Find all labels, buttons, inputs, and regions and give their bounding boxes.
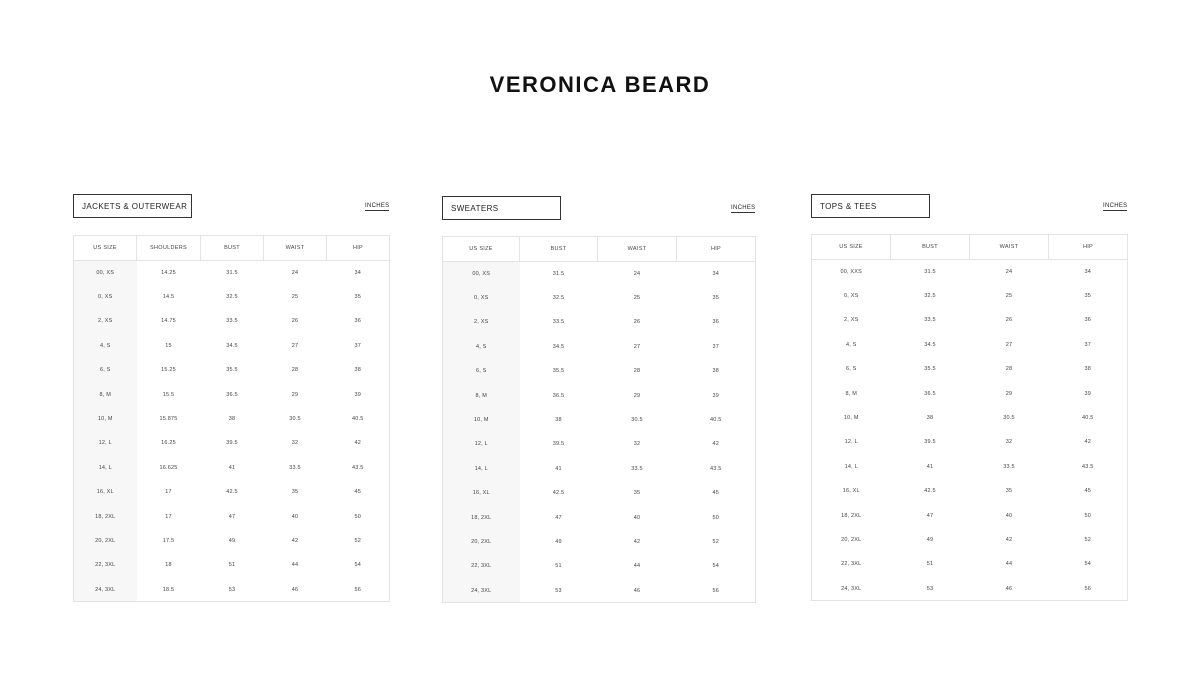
measurement-cell: 32.5 [226,294,238,301]
measurement-cell: 24 [633,270,641,277]
size-label-cell: 20, 2XL [841,536,862,543]
measurement-cell: 43.5 [709,465,722,472]
measurement-cell: 35 [633,490,641,497]
column-header: BUST [891,235,970,260]
column-header: HIP [1049,235,1128,260]
size-label-cell: 24, 3XL [74,578,137,602]
measurement-cell: 15 [165,342,172,349]
measurement-cell: 35 [354,294,362,301]
measurement-cell: 56 [712,587,720,594]
measurement-cell: 15.875 [159,416,178,423]
table-row [74,285,390,309]
size-label-cell: 2, XS [443,310,520,334]
category-tab-sweaters[interactable]: SWEATERS [442,196,561,220]
measurement-cell: 15.25 [161,367,176,374]
table-row [74,553,390,577]
table-row [74,382,390,406]
measurement-cell: 36.5 [924,390,936,397]
measurement-cell: 39 [712,392,720,399]
measurement-cell: 33.5 [226,318,238,325]
measurement-cell: 47 [555,514,562,521]
measurement-cell: 45 [1084,488,1092,495]
table-row [812,333,1128,357]
table-row [443,310,756,334]
measurement-cell: 46 [291,586,299,593]
table-row [74,504,390,528]
measurement-cell: 33.5 [924,317,936,324]
measurement-cell: 17 [165,513,172,520]
size-label-cell: 18, 2XL [841,512,862,519]
measurement-cell: 44 [633,563,641,570]
measurement-cell: 35 [1084,293,1092,300]
inches-toggle-tops[interactable]: INCHES [1103,203,1128,209]
measurement-cell: 35 [712,295,720,302]
size-chart-sweaters [442,196,755,606]
size-chart-tops [811,194,1127,604]
measurement-cell: 45 [712,490,720,497]
measurement-cell: 29 [633,392,641,399]
measurement-cell: 29 [291,391,299,398]
measurement-cell: 26 [633,319,641,326]
size-label-cell: 6, S [74,358,137,382]
measurement-cell: 34 [1084,268,1092,275]
size-label-cell: 16, XL [443,481,520,505]
measurement-cell: 36.5 [552,392,565,399]
measurement-cell: 56 [354,586,362,593]
measurement-cell: 42 [1005,536,1013,543]
inches-toggle-sweaters[interactable]: INCHES [731,205,756,211]
measurement-cell: 38 [354,367,362,374]
table-row [812,430,1128,454]
table-row [443,554,756,578]
column-header: SHOULDERS [137,236,201,261]
measurement-cell: 36 [354,318,362,325]
measurement-cell: 34.5 [924,341,936,348]
table-row [812,357,1128,381]
measurement-cell: 42 [633,538,641,545]
measurement-cell: 52 [354,537,362,544]
category-tab-jackets[interactable]: JACKETS & OUTERWEAR [73,194,192,218]
measurement-cell: 37 [712,343,720,350]
measurement-cell: 28 [633,368,641,375]
measurement-cell: 33.5 [631,465,643,472]
measurement-cell: 54 [712,563,720,570]
column-header: BUST [201,236,264,261]
measurement-cell: 51 [926,561,934,568]
measurement-cell: 38 [926,415,934,422]
measurement-cell: 32 [291,440,299,447]
measurement-cell: 28 [1005,366,1013,373]
size-label-cell: 8, M [443,383,520,407]
size-label-cell: 20, 2XL [443,530,520,554]
measurement-cell: 30.5 [631,417,643,424]
table-row [812,308,1128,332]
table-row [443,408,756,432]
measurement-cell: 30.5 [1003,415,1015,422]
column-header: HIP [327,236,390,261]
column-header: US SIZE [74,236,137,261]
column-header: HIP [677,237,756,262]
size-label-cell: 00, XXS [840,268,863,275]
size-label-cell: 12, L [443,432,520,456]
measurement-cell: 37 [354,342,362,349]
column-header: WAIST [970,235,1049,260]
measurement-cell: 35.5 [924,366,936,373]
table-row [812,479,1128,503]
size-label-cell: 2, XS [74,309,137,333]
table-row [74,309,390,333]
size-label-cell: 22, 3XL [74,553,137,577]
inches-toggle-jackets[interactable]: INCHES [365,203,390,209]
size-label-cell: 4, S [845,341,857,348]
measurement-cell: 35.5 [226,367,238,374]
size-table-tops [811,234,1128,601]
measurement-cell: 25 [1005,293,1013,300]
measurement-cell: 42 [712,441,720,448]
measurement-cell: 38 [228,416,236,423]
table-row [443,286,756,310]
table-row [74,480,390,504]
measurement-cell: 40 [291,513,299,520]
measurement-cell: 26 [1005,317,1013,324]
measurement-cell: 39.5 [226,440,238,447]
column-header: WAIST [598,237,677,262]
measurement-cell: 27 [291,342,299,349]
measurement-cell: 16.625 [159,464,178,471]
size-label-cell: 20, 2XL [74,529,137,553]
measurement-cell: 31.5 [924,268,936,275]
measurement-cell: 18 [165,562,172,569]
size-label-cell: 14, L [443,457,520,481]
size-label-cell: 4, S [443,335,520,359]
measurement-cell: 41 [228,464,236,471]
measurement-cell: 39.5 [552,441,565,448]
table-row [443,335,756,359]
size-label-cell: 10, M [74,407,137,431]
size-label-cell: 18, 2XL [443,505,520,529]
table-row [812,406,1128,430]
size-label-cell: 12, L [844,439,858,446]
size-label-cell: 8, M [74,382,137,406]
size-label-cell: 00, XS [74,261,137,285]
measurement-cell: 46 [633,587,641,594]
measurement-cell: 35.5 [552,368,565,375]
measurement-cell: 25 [633,295,641,302]
size-label-cell: 14, L [74,456,137,480]
table-row [443,262,756,286]
measurement-cell: 37 [1084,341,1092,348]
table-row [812,577,1128,601]
measurement-cell: 34 [712,270,720,277]
measurement-cell: 40.5 [351,416,364,423]
measurement-cell: 40.5 [1081,415,1094,422]
measurement-cell: 38 [1084,366,1092,373]
measurement-cell: 54 [1084,561,1092,568]
size-label-cell: 10, M [843,415,859,422]
column-header: US SIZE [812,235,891,260]
measurement-cell: 40 [1005,512,1013,519]
table-row [443,432,756,456]
table-row [812,503,1128,527]
measurement-cell: 50 [712,514,720,521]
size-label-cell: 10, M [443,408,520,432]
table-row [443,505,756,529]
table-row [74,431,390,455]
measurement-cell: 41 [555,465,562,472]
measurement-cell: 41 [926,463,934,470]
size-label-cell: 16, XL [74,480,137,504]
table-row [443,579,756,603]
measurement-cell: 38 [712,368,720,375]
table-row [812,552,1128,576]
measurement-cell: 32 [633,441,641,448]
size-label-cell: 0, XS [443,286,520,310]
size-label-cell: 6, S [845,366,857,373]
measurement-cell: 31.5 [552,270,565,277]
measurement-cell: 14.25 [161,269,176,276]
size-label-cell: 4, S [74,334,137,358]
measurement-cell: 53 [926,585,934,592]
table-row [74,334,390,358]
table-header-row [443,237,756,262]
size-table-jackets [73,235,390,602]
table-row [74,529,390,553]
measurement-cell: 50 [1084,512,1092,519]
measurement-cell: 38 [555,417,562,424]
size-label-cell: 00, XS [443,262,520,286]
brand-logo: VERONICA BEARD [489,72,711,97]
size-label-cell: 8, M [845,390,857,397]
measurement-cell: 51 [228,562,236,569]
measurement-cell: 32 [1005,439,1013,446]
table-row [443,481,756,505]
measurement-cell: 46 [1005,585,1013,592]
measurement-cell: 39 [354,391,362,398]
measurement-cell: 30.5 [289,416,301,423]
measurement-cell: 34.5 [226,342,238,349]
size-chart-jackets [73,194,389,604]
measurement-cell: 28 [291,367,299,374]
size-label-cell: 24, 3XL [443,579,520,603]
measurement-cell: 44 [291,562,299,569]
measurement-cell: 27 [633,343,641,350]
size-label-cell: 14, L [844,463,858,470]
measurement-cell: 39.5 [924,439,936,446]
size-label-cell: 24, 3XL [841,585,862,592]
measurement-cell: 34.5 [552,343,565,350]
measurement-cell: 40 [633,514,641,521]
table-row [74,456,390,480]
measurement-cell: 34 [354,269,362,276]
measurement-cell: 31.5 [226,269,238,276]
table-row [812,381,1128,405]
size-label-cell: 18, 2XL [74,504,137,528]
measurement-cell: 47 [926,512,934,519]
measurement-cell: 24 [291,269,299,276]
measurement-cell: 16.25 [161,440,176,447]
measurement-cell: 50 [354,513,362,520]
measurement-cell: 35 [291,489,299,496]
category-tab-tops[interactable]: TOPS & TEES [811,194,930,218]
measurement-cell: 17 [165,489,172,496]
table-row [443,530,756,554]
measurement-cell: 32.5 [924,293,936,300]
measurement-cell: 33.5 [1003,463,1015,470]
measurement-cell: 45 [354,489,362,496]
size-label-cell: 0, XS [74,285,137,309]
measurement-cell: 17.5 [162,537,175,544]
measurement-cell: 15.5 [162,391,175,398]
measurement-cell: 42 [1084,439,1092,446]
measurement-cell: 49 [926,536,934,543]
measurement-cell: 42 [354,440,362,447]
measurement-cell: 42.5 [226,489,238,496]
table-row [74,578,390,602]
measurement-cell: 36.5 [226,391,238,398]
measurement-cell: 53 [228,586,236,593]
column-header: BUST [520,237,598,262]
table-row [74,407,390,431]
measurement-cell: 42 [291,537,299,544]
size-table-sweaters [442,236,756,603]
measurement-cell: 33.5 [552,319,565,326]
size-label-cell: 6, S [443,359,520,383]
measurement-cell: 42.5 [552,490,565,497]
measurement-cell: 25 [291,294,299,301]
size-label-cell: 22, 3XL [841,561,862,568]
column-header: WAIST [264,236,327,261]
measurement-cell: 36 [712,319,720,326]
measurement-cell: 47 [228,513,236,520]
measurement-cell: 43.5 [351,464,364,471]
size-label-cell: 22, 3XL [443,554,520,578]
measurement-cell: 56 [1084,585,1092,592]
measurement-cell: 53 [555,587,562,594]
measurement-cell: 33.5 [289,464,301,471]
measurement-cell: 52 [1084,536,1092,543]
table-row [74,358,390,382]
measurement-cell: 27 [1005,341,1013,348]
measurement-cell: 49 [228,537,236,544]
table-row [443,383,756,407]
measurement-cell: 39 [1084,390,1092,397]
measurement-cell: 36 [1084,317,1092,324]
table-header-row [812,235,1128,260]
measurement-cell: 18.5 [162,586,175,593]
table-row [812,284,1128,308]
measurement-cell: 43.5 [1081,463,1094,470]
table-row [812,455,1128,479]
measurement-cell: 14.5 [162,294,175,301]
table-row [443,457,756,481]
measurement-cell: 42.5 [924,488,936,495]
measurement-cell: 24 [1005,268,1013,275]
table-row [443,359,756,383]
measurement-cell: 54 [354,562,362,569]
table-row [74,261,390,285]
measurement-cell: 35 [1005,488,1013,495]
measurement-cell: 40.5 [709,417,722,424]
measurement-cell: 14.75 [161,318,176,325]
measurement-cell: 29 [1005,390,1013,397]
table-row [812,528,1128,552]
size-label-cell: 16, XL [842,488,860,495]
size-label-cell: 12, L [74,431,137,455]
measurement-cell: 26 [291,318,299,325]
measurement-cell: 51 [555,563,562,570]
measurement-cell: 32.5 [552,295,565,302]
size-label-cell: 2, XS [844,317,859,324]
table-row [812,260,1128,284]
measurement-cell: 52 [712,538,720,545]
measurement-cell: 44 [1005,561,1013,568]
size-label-cell: 0, XS [844,293,859,300]
measurement-cell: 49 [555,538,562,545]
column-header: US SIZE [443,237,520,262]
table-header-row [74,236,390,261]
